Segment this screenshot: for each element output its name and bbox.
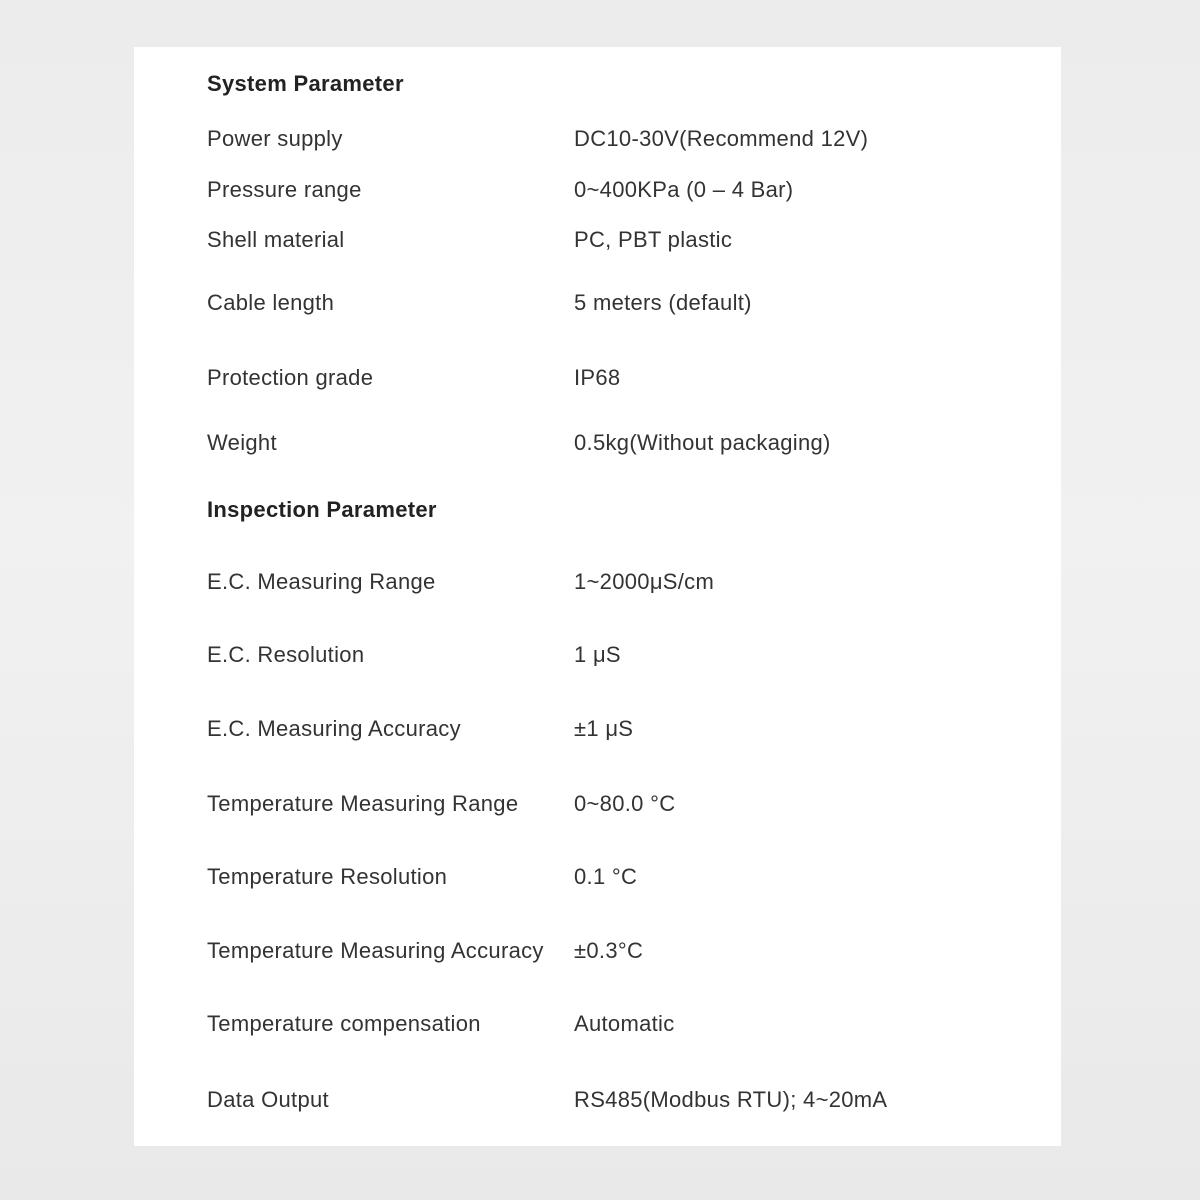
spec-row-ec-measuring-accuracy bbox=[207, 714, 1007, 744]
spec-label: Temperature Measuring Range bbox=[207, 791, 519, 816]
spec-value: 0~400KPa (0 – 4 Bar) bbox=[574, 177, 794, 202]
spec-label: Weight bbox=[207, 430, 277, 455]
spec-row-cable-length bbox=[207, 288, 1007, 318]
spec-row-ec-measuring-range bbox=[207, 567, 1007, 597]
spec-value: PC, PBT plastic bbox=[574, 227, 733, 252]
spec-label: Temperature Resolution bbox=[207, 864, 448, 889]
spec-label: Data Output bbox=[207, 1087, 329, 1112]
inspection-parameter-heading: Inspection Parameter bbox=[207, 497, 437, 522]
spec-row-data-output bbox=[207, 1085, 1007, 1115]
spec-label: E.C. Resolution bbox=[207, 642, 365, 667]
spec-row-ec-resolution bbox=[207, 640, 1007, 670]
spec-value: 0.5kg(Without packaging) bbox=[574, 430, 831, 455]
spec-label: E.C. Measuring Accuracy bbox=[207, 716, 461, 741]
spec-value: DC10-30V(Recommend 12V) bbox=[574, 126, 869, 151]
spec-label: Protection grade bbox=[207, 365, 374, 390]
spec-row-temperature-compensation bbox=[207, 1009, 1007, 1039]
spec-value: ±0.3°C bbox=[574, 938, 644, 963]
spec-value: 1 μS bbox=[574, 642, 621, 667]
spec-row-temperature-measuring-accuracy bbox=[207, 936, 1007, 966]
spec-row-power-supply bbox=[207, 124, 1007, 154]
spec-row-shell-material bbox=[207, 225, 1007, 255]
spec-label: Shell material bbox=[207, 227, 345, 252]
spec-row-pressure-range bbox=[207, 175, 1007, 205]
spec-row-protection-grade bbox=[207, 363, 1007, 393]
spec-value: ±1 μS bbox=[574, 716, 634, 741]
spec-row-weight bbox=[207, 428, 1007, 458]
spec-label: Temperature Measuring Accuracy bbox=[207, 938, 544, 963]
spec-label: Cable length bbox=[207, 290, 335, 315]
spec-label: Power supply bbox=[207, 126, 343, 151]
spec-value: RS485(Modbus RTU); 4~20mA bbox=[574, 1087, 888, 1112]
spec-value: 5 meters (default) bbox=[574, 290, 752, 315]
spec-value: Automatic bbox=[574, 1011, 675, 1036]
spec-value: 0.1 °C bbox=[574, 864, 638, 889]
spec-label: Pressure range bbox=[207, 177, 362, 202]
spec-value: 1~2000μS/cm bbox=[574, 569, 715, 594]
spec-row-temperature-measuring-range bbox=[207, 789, 1007, 819]
spec-label: Temperature compensation bbox=[207, 1011, 481, 1036]
system-parameter-heading: System Parameter bbox=[207, 71, 404, 96]
spec-card bbox=[134, 47, 1061, 1146]
spec-value: IP68 bbox=[574, 365, 621, 390]
spec-row-temperature-resolution bbox=[207, 862, 1007, 892]
spec-label: E.C. Measuring Range bbox=[207, 569, 436, 594]
spec-value: 0~80.0 °C bbox=[574, 791, 676, 816]
